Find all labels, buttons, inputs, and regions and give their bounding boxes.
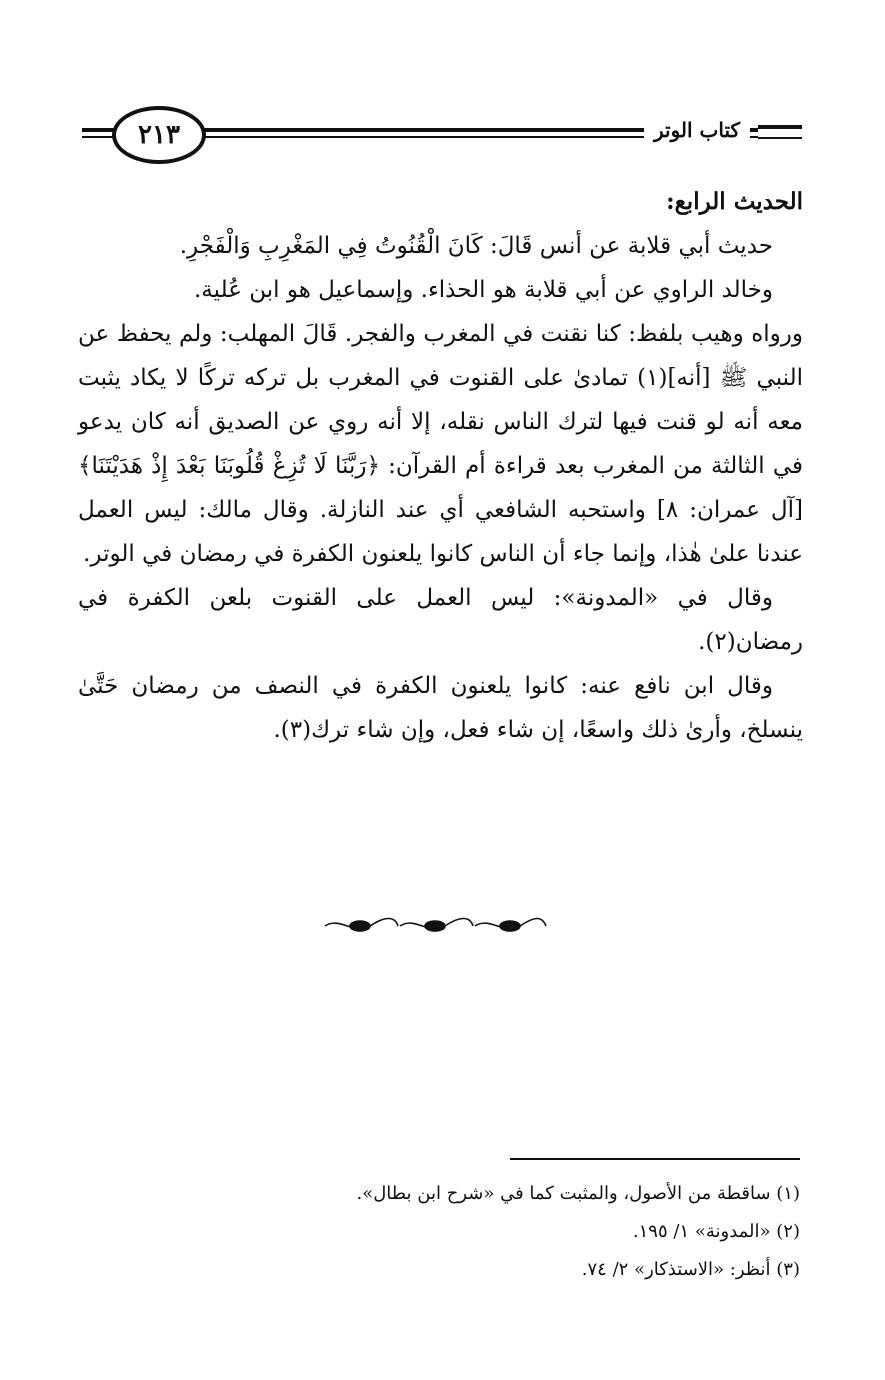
section-heading: الحديث الرابع: [666,188,803,215]
paragraph: وقال في «المدونة»: ليس العمل على القنوت بلعن الكفرة في رمضان(٢). [78,585,803,655]
paragraph: حديث أبي قلابة عن أنس قَالَ: كَانَ الْقُنُوتُ فِي المَغْرِبِ وَالْفَجْرِ. [179,233,773,259]
page-header [82,100,802,170]
footnote: (٢) «المدونة» ١/ ١٩٥. [632,1221,800,1242]
footnote: (٣) أنظر: «الاستذكار» ٢/ ٧٤. [581,1259,800,1280]
footnote: (١) ساقطة من الأصول، والمثبت كما في «شرح ابن بطال». [356,1183,800,1204]
footnotes [270,1175,800,1289]
paragraph: وخالد الراوي عن أبي قلابة هو الحذاء. وإسماعيل هو ابن عُلية. [194,277,773,303]
page-number: ٢١٣ [112,106,206,164]
page-body [78,180,803,752]
section-divider-ornament [320,914,550,938]
book-title: كتاب الوتر [644,118,750,142]
footnote-separator [510,1158,800,1160]
header-dash [758,125,802,139]
paragraph: وقال ابن نافع عنه: كانوا يلعنون الكفرة في النصف من رمضان حَتَّىٰ ينسلخ، وأرىٰ ذلك واسعًا، إن شاء فعل، وإن شاء ترك(٣). [78,673,803,743]
paragraph: ورواه وهيب بلفظ: كنا نقنت في المغرب والفجر. قَالَ المهلب: ولم يحفظ عن النبي ﷺ [أنه](١) تمادىٰ على القنوت في المغرب بل تركه تركًا لا يكاد يثبت معه أنه لو قنت فيها لترك الناس نقله، إلا أنه روي عن الصديق أنه كان يدعو في الثالثة من المغرب بعد قراءة أم القرآن: ﴿رَبَّنَا لَا تُزِغْ قُلُوبَنَا بَعْدَ إِذْ هَدَيْتَنَا﴾ [آل عمران: ٨] واستحبه الشافعي أي عند النازلة. وقال مالك: ليس العمل عندنا علىٰ هٰذا، وإنما جاء أن الناس كانوا يلعنون الكفرة في رمضان في الوتر. [78,321,804,567]
